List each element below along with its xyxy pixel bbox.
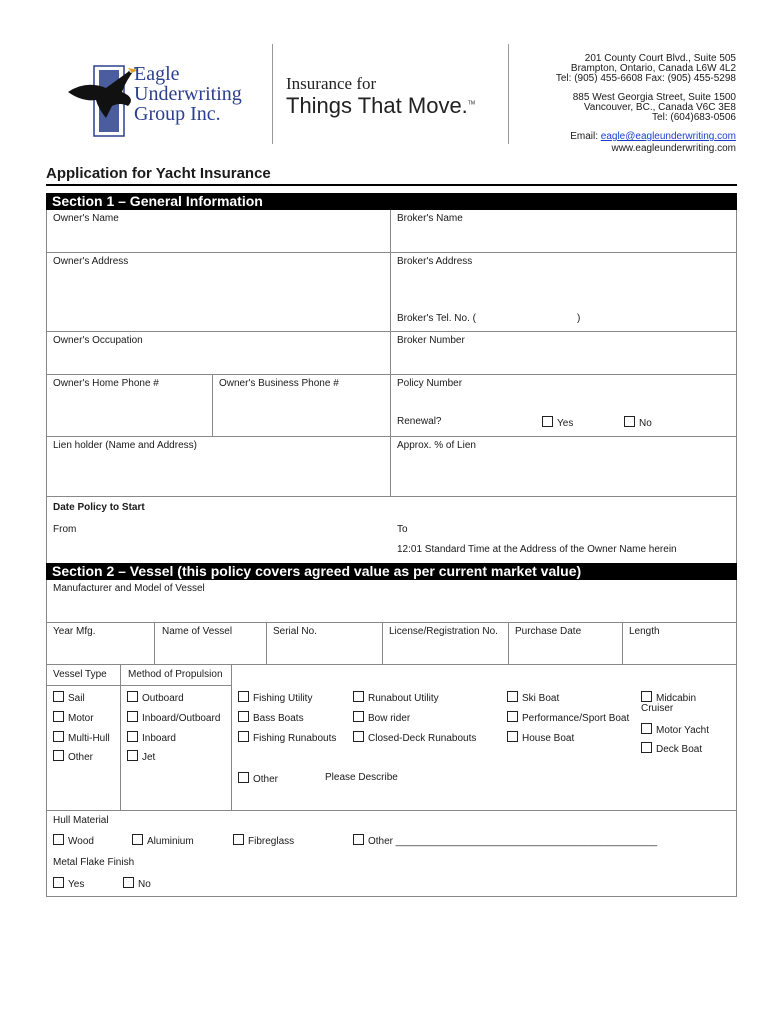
serial-no-label: Serial No. [273, 626, 317, 637]
checkbox-icon[interactable] [53, 750, 64, 761]
option-label: Motor Yacht [656, 725, 709, 736]
trademark: TM [467, 100, 476, 107]
option-label: Other [68, 752, 94, 763]
checkbox-icon[interactable] [353, 731, 364, 742]
type-motor-option[interactable] [53, 711, 94, 724]
option-label: Multi-Hull [68, 733, 110, 744]
type-sail-option[interactable] [53, 691, 85, 704]
email-label: Email: [570, 131, 601, 142]
prop-outboard-option[interactable] [127, 691, 184, 704]
office1-line3: Tel: (905) 455-6608 Fax: (905) 455-5298 [555, 73, 736, 84]
option-label: Motor [68, 713, 94, 724]
hull-aluminium-option[interactable] [132, 834, 194, 847]
tagline-small: Insurance for [286, 74, 377, 93]
purchase-date-label: Purchase Date [515, 626, 582, 637]
option-label: Midcabin [656, 693, 697, 704]
checkbox-icon[interactable] [641, 723, 652, 734]
checkbox-icon[interactable] [132, 834, 143, 845]
option-label: House Boat [522, 733, 575, 744]
option-label: Fishing Utility [253, 693, 313, 704]
checkbox-icon[interactable] [507, 711, 518, 722]
option-label: Performance/Sport Boat [522, 713, 630, 724]
house-boat-option[interactable] [507, 731, 574, 744]
option-label: No [138, 879, 151, 890]
logo-line-2: Underwriting [134, 83, 242, 105]
option-label: Sail [68, 693, 85, 704]
website[interactable]: www.eagleunderwriting.com [611, 143, 736, 154]
section1-heading: Section 1 – General Information [46, 193, 737, 210]
option-label: Fibreglass [248, 836, 295, 847]
option-label: Inboard/Outboard [142, 713, 221, 724]
hull-material-label: Hull Material [53, 815, 109, 826]
owners-name-label: Owner's Name [53, 213, 119, 224]
owners-address-label: Owner's Address [53, 256, 129, 267]
checkbox-icon[interactable] [127, 750, 138, 761]
option-label: Deck Boat [656, 744, 703, 755]
office1-line1: 201 County Court Blvd., Suite 505 [584, 53, 736, 64]
checkbox-icon[interactable] [127, 711, 138, 722]
renewal-no-option[interactable] [624, 416, 652, 429]
option-label: Aluminium [147, 836, 194, 847]
checkbox-icon[interactable] [624, 416, 635, 427]
checkbox-icon[interactable] [353, 834, 364, 845]
metal-flake-label: Metal Flake Finish [53, 857, 135, 868]
checkbox-icon[interactable] [53, 731, 64, 742]
checkbox-icon[interactable] [238, 772, 249, 783]
broker-number-label: Broker Number [397, 335, 465, 346]
to-label: To [397, 524, 408, 535]
option-label: Runabout Utility [368, 693, 439, 704]
checkbox-icon[interactable] [53, 711, 64, 722]
option-label: Wood [68, 836, 94, 847]
form-title: Application for Yacht Insurance [46, 165, 271, 182]
tagline-big: Things That Move. [286, 93, 468, 118]
option-label: Other [368, 836, 394, 847]
flake-yes-option[interactable] [53, 877, 84, 890]
logo-line-3: Group Inc. [134, 103, 221, 125]
checkbox-icon[interactable] [53, 834, 64, 845]
tagline [286, 74, 475, 119]
hull-other-line[interactable]: _______________________________________________ [395, 836, 658, 847]
option-label: Closed-Deck Runabouts [368, 733, 477, 744]
checkbox-icon[interactable] [238, 691, 249, 702]
hull-fibreglass-option[interactable] [233, 834, 294, 847]
business-phone-label: Owner's Business Phone # [219, 378, 339, 389]
office1-line2: Brampton, Ontario, Canada L6W 4L2 [570, 63, 736, 74]
checkbox-icon[interactable] [353, 691, 364, 702]
brokers-address-label: Broker's Address [397, 256, 473, 267]
checkbox-icon[interactable] [507, 691, 518, 702]
length-label: Length [629, 626, 660, 637]
boat-other-option[interactable] [238, 772, 278, 785]
fishing-utility-option[interactable] [238, 691, 312, 704]
year-mfg-label: Year Mfg. [53, 626, 96, 637]
checkbox-icon[interactable] [353, 711, 364, 722]
option-label: Other [253, 774, 279, 785]
prop-inboard-outboard-option[interactable] [127, 711, 220, 724]
performance-boat-option[interactable] [507, 711, 629, 724]
checkbox-icon[interactable] [123, 877, 134, 888]
checkbox-icon[interactable] [233, 834, 244, 845]
checkbox-icon[interactable] [238, 731, 249, 742]
renewal-label: Renewal? [397, 416, 442, 427]
office2-line1: 885 West Georgia Street, Suite 1500 [572, 92, 736, 103]
hull-wood-option[interactable] [53, 834, 94, 847]
email-link[interactable]: eagle@eagleunderwriting.com [600, 131, 736, 142]
date-policy-label: Date Policy to Start [53, 502, 145, 513]
option-label: Bow rider [368, 713, 411, 724]
office2-line3: Tel: (604)683-0506 [652, 112, 736, 123]
checkbox-icon[interactable] [641, 691, 652, 702]
brokers-tel-close: ) [577, 313, 581, 324]
please-describe-label: Please Describe [325, 772, 398, 783]
checkbox-icon[interactable] [53, 691, 64, 702]
checkbox-icon[interactable] [127, 731, 138, 742]
ski-boat-option[interactable] [507, 691, 559, 704]
manufacturer-label: Manufacturer and Model of Vessel [53, 583, 205, 594]
from-label: From [53, 524, 77, 535]
bass-boats-option[interactable] [238, 711, 304, 724]
type-multihull-option[interactable] [53, 731, 110, 744]
vessel-type-label: Vessel Type [53, 669, 107, 680]
checkbox-icon[interactable] [127, 691, 138, 702]
lien-holder-label: Lien holder (Name and Address) [53, 440, 197, 451]
closed-deck-runabouts-option[interactable] [353, 731, 476, 744]
prop-inboard-option[interactable] [127, 731, 176, 744]
bow-rider-option[interactable] [353, 711, 410, 724]
brokers-tel-label: Broker's Tel. No. ( [397, 313, 476, 324]
fishing-runabouts-option[interactable] [238, 731, 336, 744]
policy-number-label: Policy Number [397, 378, 463, 389]
motor-yacht-option[interactable] [641, 723, 709, 736]
type-other-option[interactable] [53, 750, 93, 763]
runabout-utility-option[interactable] [353, 691, 439, 704]
checkbox-icon[interactable] [53, 877, 64, 888]
hull-other-option[interactable] [353, 834, 657, 847]
option-label: Inboard [142, 733, 176, 744]
owners-occupation-label: Owner's Occupation [53, 335, 143, 346]
option-label: Outboard [142, 693, 184, 704]
checkbox-icon[interactable] [238, 711, 249, 722]
lien-pct-label: Approx. % of Lien [397, 440, 476, 451]
prop-jet-option[interactable] [127, 750, 155, 763]
cruiser-label: Cruiser [641, 703, 674, 714]
home-phone-label: Owner's Home Phone # [53, 378, 159, 389]
vessel-name-label: Name of Vessel [162, 626, 233, 637]
option-label: Yes [557, 418, 574, 429]
propulsion-label: Method of Propulsion [128, 669, 223, 680]
option-label: Yes [68, 879, 85, 890]
office2-line2: Vancouver, BC., Canada V6C 3E8 [583, 102, 736, 113]
checkbox-icon[interactable] [542, 416, 553, 427]
license-label: License/Registration No. [389, 626, 498, 637]
renewal-yes-option[interactable] [542, 416, 573, 429]
checkbox-icon[interactable] [641, 742, 652, 753]
logo-line-1: Eagle [134, 63, 180, 85]
option-label: Ski Boat [522, 693, 560, 704]
company-logo [66, 62, 246, 138]
deck-boat-option[interactable] [641, 742, 702, 755]
section2-heading: Section 2 – Vessel (this policy covers agreed value as per current market value) [46, 563, 737, 580]
option-label: Bass Boats [253, 713, 304, 724]
standard-time-note: 12:01 Standard Time at the Address of the Owner Name herein [397, 544, 677, 555]
option-label: Jet [142, 752, 156, 763]
option-label: Fishing Runabouts [253, 733, 337, 744]
flake-no-option[interactable] [123, 877, 151, 890]
brokers-name-label: Broker's Name [397, 213, 463, 224]
option-label: No [639, 418, 652, 429]
checkbox-icon[interactable] [507, 731, 518, 742]
